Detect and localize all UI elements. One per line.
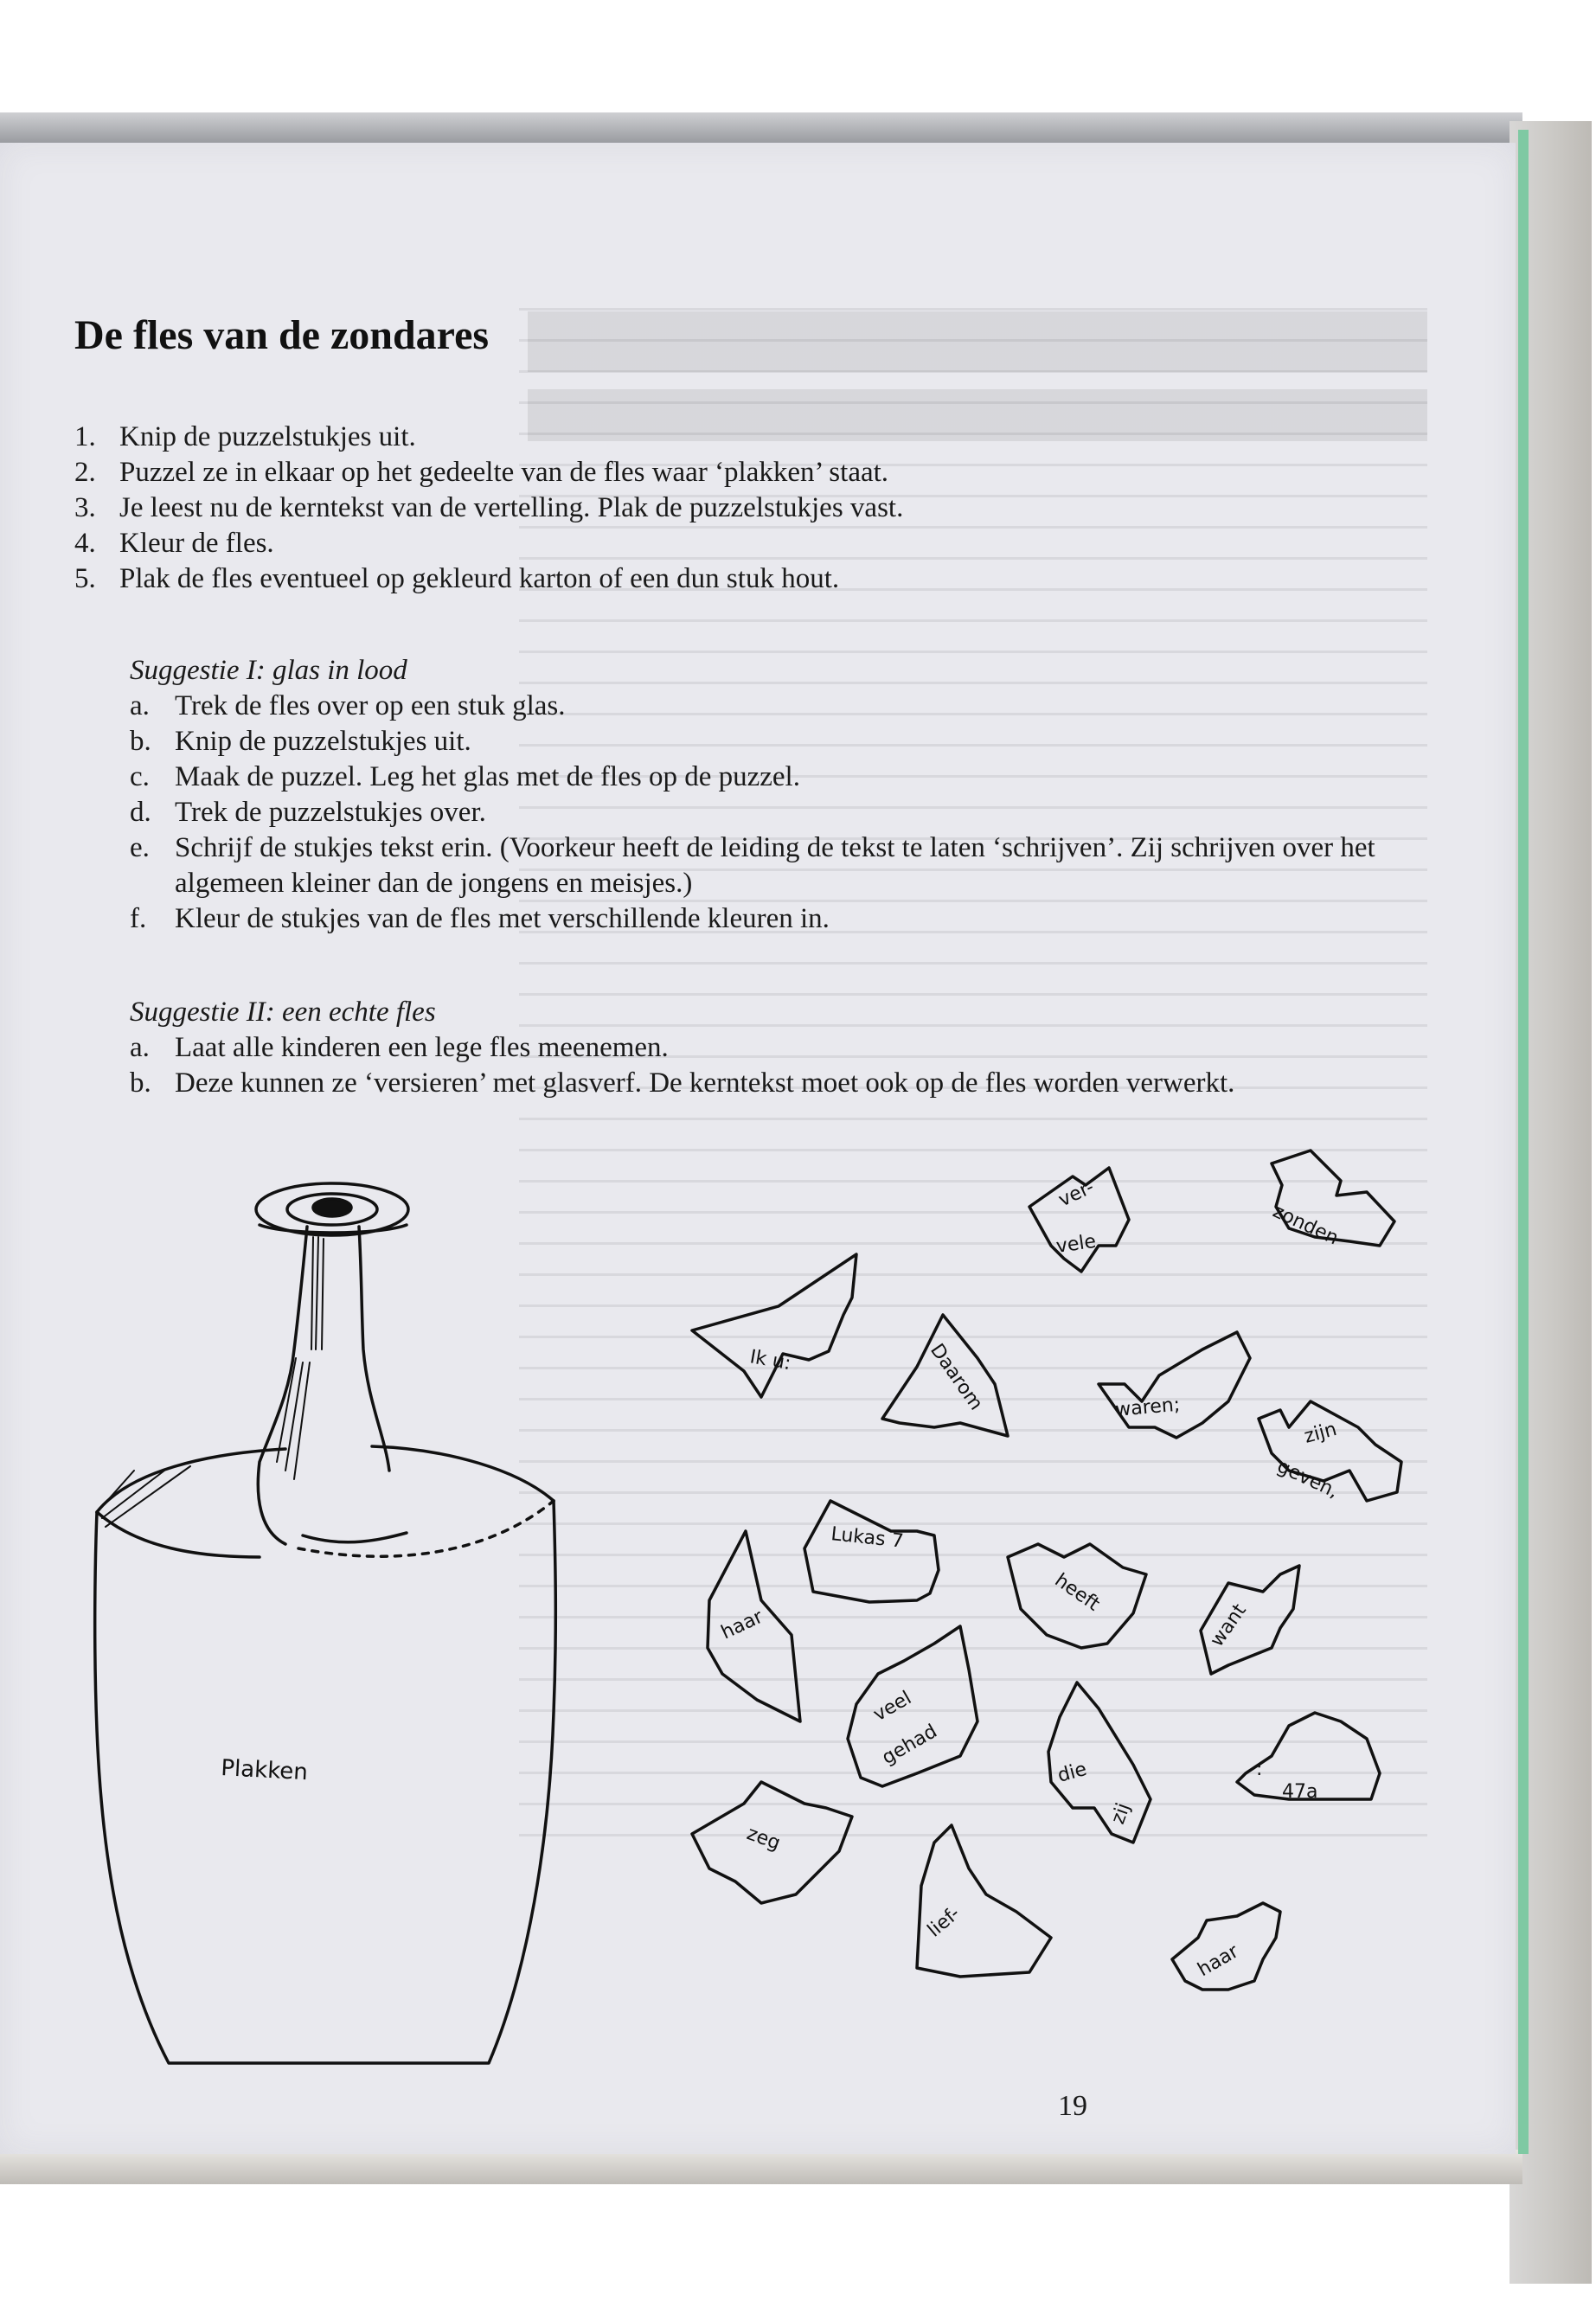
suggestion-item: a. Laat alle kinderen een lege fles meenemen.	[130, 1032, 669, 1063]
page-title: De fles van de zondares	[74, 312, 490, 358]
puzzle-word-colon: :	[1256, 1759, 1263, 1780]
puzzle-piece-waren	[1099, 1332, 1250, 1438]
puzzle-word-zonden: zonden	[1269, 1200, 1342, 1250]
puzzle-piece-lief	[917, 1825, 1051, 1977]
puzzle-piece-die	[1048, 1682, 1151, 1843]
puzzle-word-haar-1: haar	[717, 1606, 766, 1644]
puzzle-word-want: want	[1206, 1599, 1251, 1651]
suggestion-1-title: Suggestie I: glas in lood	[130, 655, 407, 686]
puzzle-word-zij: zij	[1107, 1800, 1135, 1828]
suggestion-item: c. Maak de puzzel. Leg het glas met de fles op de puzzel.	[130, 761, 800, 792]
puzzle-word-haar-2: haar	[1194, 1940, 1243, 1982]
puzzle-word-ver: ver-	[1054, 1176, 1098, 1212]
suggestion-2-title: Suggestie II: een echte fles	[130, 997, 436, 1028]
suggestion-item: d. Trek de puzzelstukjes over.	[130, 797, 486, 828]
puzzle-word-heeft: heeft	[1050, 1569, 1104, 1616]
puzzle-word-veel: veel	[869, 1687, 916, 1727]
instruction-item: 2. Puzzel ze in elkaar op het gedeelte van de fles waar ‘plakken’ staat.	[74, 457, 889, 488]
puzzle-word-geven: geven,	[1273, 1455, 1343, 1503]
suggestion-item: b. Deze kunnen ze ‘versieren’ met glasverf. De kerntekst moet ook op de fles worden verwerkt.	[130, 1067, 1235, 1099]
suggestion-item: b. Knip de puzzelstukjes uit.	[130, 726, 471, 757]
instruction-item: 5. Plak de fles eventueel op gekleurd karton of een dun stuk hout.	[74, 563, 840, 594]
instruction-item: 4. Kleur de fles.	[74, 528, 274, 559]
suggestion-item: a. Trek de fles over op een stuk glas.	[130, 690, 566, 721]
puzzle-word-zijn: zijn	[1302, 1418, 1339, 1448]
puzzle-piece-lukas	[804, 1501, 939, 1602]
puzzle-piece-ik	[692, 1254, 856, 1397]
puzzle-word-47a: 47a	[1282, 1781, 1318, 1803]
suggestion-item: f. Kleur de stukjes van de fles met verschillende kleuren in.	[130, 903, 830, 934]
bottle-neck-hatching	[277, 1237, 324, 1479]
puzzle-pieces	[692, 1150, 1401, 1990]
page-number: 19	[1058, 2090, 1087, 2122]
puzzle-word-waren: waren;	[1114, 1394, 1182, 1421]
puzzle-word-zeg: zeg	[743, 1823, 784, 1855]
instruction-item: 3. Je leest nu de kerntekst van de vertelling. Plak de puzzelstukjes vast.	[74, 492, 904, 523]
puzzle-word-lief: lief-	[923, 1902, 965, 1942]
puzzle-word-gehad: gehad	[878, 1721, 941, 1770]
suggestion-item: e. Schrijf de stukjes tekst erin. (Voorkeur heeft de leiding de tekst te laten ‘schrijven’. Zij schrijven over het algemeen kleiner dan de jongens en meisjes.)	[130, 832, 1375, 899]
bottle-label-plakken: Plakken	[220, 1755, 309, 1786]
instruction-item: 1. Knip de puzzelstukjes uit.	[74, 421, 416, 452]
puzzle-piece-want	[1201, 1566, 1299, 1674]
puzzle-word-die: die	[1055, 1758, 1090, 1787]
puzzle-word-vele: vele	[1054, 1230, 1098, 1258]
puzzle-word-lukas: Lukas 7	[830, 1523, 905, 1553]
bottle-illustration	[95, 1183, 556, 2063]
puzzle-word-daarom: Daarom	[926, 1340, 987, 1415]
puzzle-word-ik: Ik u:	[747, 1346, 793, 1375]
